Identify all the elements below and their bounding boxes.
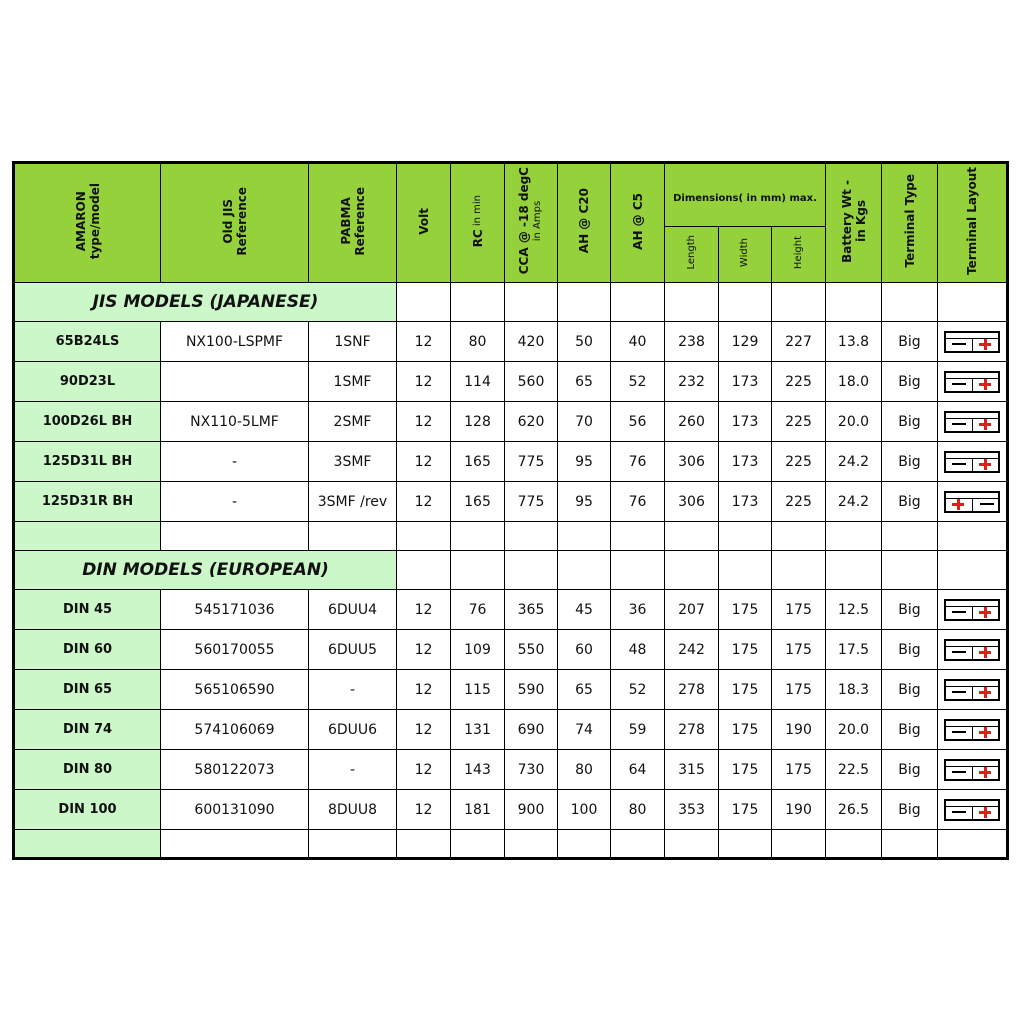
cell-rc: 165 — [451, 442, 505, 482]
old-jis-ref: - — [161, 442, 309, 482]
section-header-jis — [14, 283, 1008, 322]
table-row — [14, 442, 1008, 482]
model-name: 90D23L — [14, 362, 161, 402]
cell-wid: 173 — [719, 442, 772, 482]
cell-rc: 76 — [451, 590, 505, 630]
model-name: DIN 65 — [14, 670, 161, 710]
terminal-layout-cell — [938, 442, 1008, 482]
cell-type: Big — [882, 362, 938, 402]
pabma-ref: - — [309, 750, 397, 790]
cell-cca: 420 — [505, 322, 558, 362]
cell-wt: 24.2 — [826, 442, 882, 482]
cell-ah20: 74 — [558, 710, 611, 750]
cell-cca: 730 — [505, 750, 558, 790]
cell-rc: 181 — [451, 790, 505, 830]
header-weight: Battery Wt - in Kgs — [826, 163, 882, 283]
cell-wid: 175 — [719, 590, 772, 630]
cell-len: 278 — [665, 710, 719, 750]
cell-wt: 18.0 — [826, 362, 882, 402]
table-row — [14, 670, 1008, 710]
cell-ah5: 36 — [611, 590, 665, 630]
cell-type: Big — [882, 630, 938, 670]
cell-hgt: 225 — [772, 442, 826, 482]
cell-ah20: 95 — [558, 442, 611, 482]
model-name: 125D31R BH — [14, 482, 161, 522]
old-jis-ref: NX110-5LMF — [161, 402, 309, 442]
cell-hgt: 225 — [772, 362, 826, 402]
cell-wt: 17.5 — [826, 630, 882, 670]
cell-volt: 12 — [397, 590, 451, 630]
pabma-ref: 3SMF /rev — [309, 482, 397, 522]
cell-len: 353 — [665, 790, 719, 830]
cell-len: 278 — [665, 670, 719, 710]
header-pabma: PABMA Reference — [309, 163, 397, 283]
table-row — [14, 590, 1008, 630]
cell-wt: 24.2 — [826, 482, 882, 522]
battery-terminal-icon — [944, 411, 1000, 433]
header-ah-c20: AH @ C20 — [558, 163, 611, 283]
terminal-layout-cell — [938, 670, 1008, 710]
cell-len: 232 — [665, 362, 719, 402]
cell-hgt: 175 — [772, 750, 826, 790]
model-name: DIN 45 — [14, 590, 161, 630]
old-jis-ref: 565106590 — [161, 670, 309, 710]
pabma-ref: 8DUU8 — [309, 790, 397, 830]
battery-terminal-icon — [944, 371, 1000, 393]
cell-ah5: 48 — [611, 630, 665, 670]
model-name: 65B24LS — [14, 322, 161, 362]
cell-rc: 80 — [451, 322, 505, 362]
cell-wid: 173 — [719, 362, 772, 402]
header-rc: RC in min — [451, 163, 505, 283]
cell-ah20: 50 — [558, 322, 611, 362]
battery-terminal-icon — [944, 639, 1000, 661]
battery-terminal-icon — [944, 799, 1000, 821]
cell-ah5: 52 — [611, 670, 665, 710]
cell-type: Big — [882, 750, 938, 790]
table-row — [14, 630, 1008, 670]
cell-ah20: 100 — [558, 790, 611, 830]
header-model: AMARON type/model — [14, 163, 161, 283]
battery-terminal-icon — [944, 491, 1000, 513]
header-width: Width — [719, 227, 772, 283]
old-jis-ref: - — [161, 482, 309, 522]
cell-cca: 550 — [505, 630, 558, 670]
cell-rc: 143 — [451, 750, 505, 790]
cell-wt: 22.5 — [826, 750, 882, 790]
section-title: JIS MODELS (JAPANESE) — [14, 283, 397, 322]
old-jis-ref: 600131090 — [161, 790, 309, 830]
terminal-layout-cell — [938, 630, 1008, 670]
cell-ah5: 40 — [611, 322, 665, 362]
cell-volt: 12 — [397, 790, 451, 830]
cell-rc: 128 — [451, 402, 505, 442]
table-row — [14, 362, 1008, 402]
cell-volt: 12 — [397, 442, 451, 482]
cell-hgt: 175 — [772, 590, 826, 630]
empty-row — [14, 830, 1008, 859]
cell-ah20: 95 — [558, 482, 611, 522]
cell-volt: 12 — [397, 482, 451, 522]
model-name: DIN 74 — [14, 710, 161, 750]
cell-wt: 20.0 — [826, 402, 882, 442]
terminal-layout-cell — [938, 322, 1008, 362]
cell-volt: 12 — [397, 630, 451, 670]
cell-volt: 12 — [397, 362, 451, 402]
cell-ah5: 76 — [611, 442, 665, 482]
pabma-ref: 1SMF — [309, 362, 397, 402]
header-old-jis: Old JIS Reference — [161, 163, 309, 283]
terminal-layout-cell — [938, 362, 1008, 402]
cell-type: Big — [882, 482, 938, 522]
cell-wid: 175 — [719, 750, 772, 790]
terminal-layout-cell — [938, 750, 1008, 790]
old-jis-ref: 574106069 — [161, 710, 309, 750]
cell-volt: 12 — [397, 750, 451, 790]
cell-hgt: 175 — [772, 630, 826, 670]
cell-cca: 775 — [505, 482, 558, 522]
model-name: DIN 100 — [14, 790, 161, 830]
header-length: Length — [665, 227, 719, 283]
old-jis-ref: 580122073 — [161, 750, 309, 790]
old-jis-ref: NX100-LSPMF — [161, 322, 309, 362]
battery-terminal-icon — [944, 679, 1000, 701]
pabma-ref: 6DUU4 — [309, 590, 397, 630]
header-volt: Volt — [397, 163, 451, 283]
cell-ah5: 64 — [611, 750, 665, 790]
terminal-layout-cell — [938, 482, 1008, 522]
cell-wt: 26.5 — [826, 790, 882, 830]
cell-ah5: 52 — [611, 362, 665, 402]
cell-ah5: 59 — [611, 710, 665, 750]
cell-wt: 13.8 — [826, 322, 882, 362]
model-name: DIN 80 — [14, 750, 161, 790]
cell-wid: 175 — [719, 790, 772, 830]
pabma-ref: 2SMF — [309, 402, 397, 442]
cell-type: Big — [882, 442, 938, 482]
cell-ah20: 60 — [558, 630, 611, 670]
terminal-layout-cell — [938, 590, 1008, 630]
cell-wt: 12.5 — [826, 590, 882, 630]
table-row — [14, 790, 1008, 830]
cell-volt: 12 — [397, 402, 451, 442]
cell-rc: 165 — [451, 482, 505, 522]
model-name: DIN 60 — [14, 630, 161, 670]
cell-type: Big — [882, 590, 938, 630]
battery-terminal-icon — [944, 599, 1000, 621]
cell-hgt: 175 — [772, 670, 826, 710]
cell-cca: 590 — [505, 670, 558, 710]
table-row — [14, 750, 1008, 790]
cell-type: Big — [882, 402, 938, 442]
cell-cca: 560 — [505, 362, 558, 402]
cell-type: Big — [882, 710, 938, 750]
pabma-ref: 6DUU5 — [309, 630, 397, 670]
cell-rc: 109 — [451, 630, 505, 670]
pabma-ref: 1SNF — [309, 322, 397, 362]
cell-wid: 129 — [719, 322, 772, 362]
cell-rc: 131 — [451, 710, 505, 750]
old-jis-ref: 560170055 — [161, 630, 309, 670]
cell-type: Big — [882, 322, 938, 362]
cell-ah20: 45 — [558, 590, 611, 630]
old-jis-ref: 545171036 — [161, 590, 309, 630]
header-terminal-type: Terminal Type — [882, 163, 938, 283]
cell-ah20: 80 — [558, 750, 611, 790]
cell-hgt: 190 — [772, 790, 826, 830]
cell-len: 260 — [665, 402, 719, 442]
cell-ah20: 65 — [558, 362, 611, 402]
pabma-ref: 6DUU6 — [309, 710, 397, 750]
empty-row — [14, 522, 1008, 551]
cell-ah20: 70 — [558, 402, 611, 442]
cell-len: 242 — [665, 630, 719, 670]
table-row — [14, 322, 1008, 362]
cell-type: Big — [882, 790, 938, 830]
cell-type: Big — [882, 670, 938, 710]
cell-hgt: 225 — [772, 482, 826, 522]
table-row — [14, 710, 1008, 750]
header-ah-c5: AH @ C5 — [611, 163, 665, 283]
cell-volt: 12 — [397, 670, 451, 710]
terminal-layout-cell — [938, 790, 1008, 830]
cell-cca: 620 — [505, 402, 558, 442]
terminal-layout-cell — [938, 710, 1008, 750]
terminal-layout-cell — [938, 402, 1008, 442]
old-jis-ref — [161, 362, 309, 402]
cell-ah5: 76 — [611, 482, 665, 522]
cell-ah5: 80 — [611, 790, 665, 830]
battery-terminal-icon — [944, 331, 1000, 353]
cell-wid: 173 — [719, 402, 772, 442]
cell-len: 207 — [665, 590, 719, 630]
cell-len: 315 — [665, 750, 719, 790]
cell-ah5: 56 — [611, 402, 665, 442]
cell-rc: 115 — [451, 670, 505, 710]
pabma-ref: - — [309, 670, 397, 710]
battery-terminal-icon — [944, 759, 1000, 781]
model-name: 100D26L BH — [14, 402, 161, 442]
cell-wid: 175 — [719, 670, 772, 710]
cell-len: 306 — [665, 482, 719, 522]
battery-terminal-icon — [944, 719, 1000, 741]
cell-len: 306 — [665, 442, 719, 482]
model-name: 125D31L BH — [14, 442, 161, 482]
cell-cca: 690 — [505, 710, 558, 750]
cell-wid: 175 — [719, 630, 772, 670]
section-header-din — [14, 551, 1008, 590]
cell-wid: 173 — [719, 482, 772, 522]
cell-cca: 900 — [505, 790, 558, 830]
cell-hgt: 227 — [772, 322, 826, 362]
cell-volt: 12 — [397, 322, 451, 362]
table-row — [14, 482, 1008, 522]
header-terminal-layout: Terminal Layout — [938, 163, 1008, 283]
battery-terminal-icon — [944, 451, 1000, 473]
cell-wid: 175 — [719, 710, 772, 750]
cell-cca: 775 — [505, 442, 558, 482]
cell-hgt: 225 — [772, 402, 826, 442]
cell-hgt: 190 — [772, 710, 826, 750]
header-dimensions: Dimensions( in mm) max. — [665, 163, 826, 227]
battery-spec-table — [12, 161, 1009, 860]
cell-volt: 12 — [397, 710, 451, 750]
cell-ah20: 65 — [558, 670, 611, 710]
cell-cca: 365 — [505, 590, 558, 630]
header-cca: CCA @ -18 degC in Amps — [505, 163, 558, 283]
cell-len: 238 — [665, 322, 719, 362]
cell-wt: 18.3 — [826, 670, 882, 710]
cell-rc: 114 — [451, 362, 505, 402]
section-title: DIN MODELS (EUROPEAN) — [14, 551, 397, 590]
header-height: Height — [772, 227, 826, 283]
pabma-ref: 3SMF — [309, 442, 397, 482]
table-row — [14, 402, 1008, 442]
cell-wt: 20.0 — [826, 710, 882, 750]
